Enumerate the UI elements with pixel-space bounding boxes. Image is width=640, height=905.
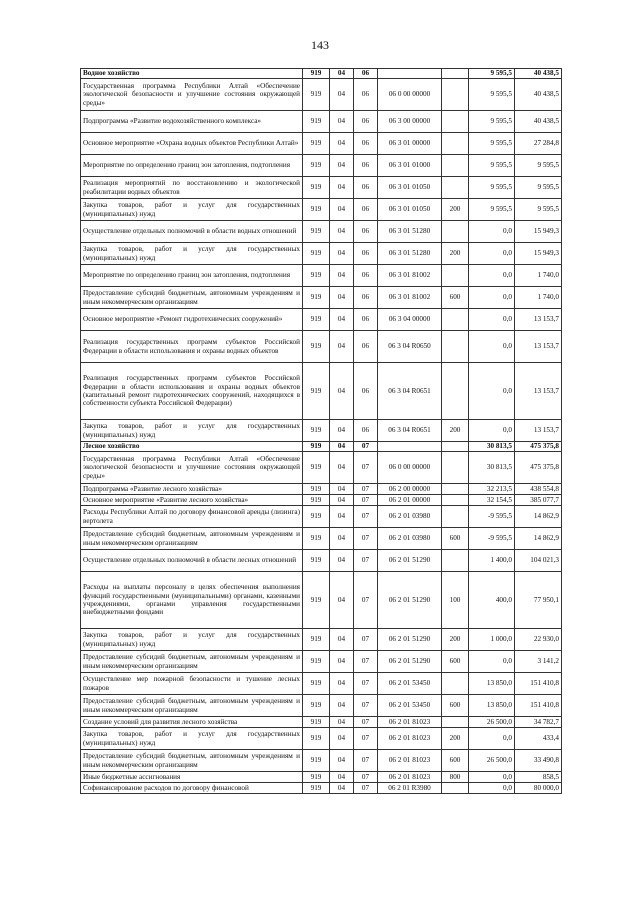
row-subsection: 07 [354,673,378,695]
row-section: 04 [330,484,354,495]
row-section: 04 [330,651,354,673]
table-row [81,111,562,133]
row-expense-type [442,673,469,695]
row-target-article: 06 2 01 53450 [378,695,442,717]
row-amount-change: 32 213,5 [469,484,515,495]
row-subsection: 07 [354,717,378,728]
row-section: 04 [330,155,354,177]
table-row [81,265,562,287]
row-subsection: 07 [354,495,378,506]
row-name: Закупка товаров, работ и услуг для государственных (муниципальных) нужд [81,728,303,750]
row-section: 04 [330,750,354,772]
row-section: 04 [330,199,354,221]
row-expense-type: 200 [442,420,469,442]
table-row [81,572,562,629]
row-section: 04 [330,629,354,651]
row-name: Реализация мероприятий по восстановлению и экологической реабилитации водных объектов [81,177,303,199]
row-amount-total: 9 595,5 [515,199,562,221]
row-subsection: 07 [354,728,378,750]
row-grbs: 919 [303,287,330,309]
table-row [81,79,562,111]
row-amount-change: 1 000,0 [469,629,515,651]
row-subsection: 07 [354,442,378,452]
row-subsection: 06 [354,69,378,79]
row-subsection: 06 [354,133,378,155]
row-target-article: 06 2 00 00000 [378,484,442,495]
row-grbs: 919 [303,111,330,133]
row-target-article: 06 2 01 51290 [378,550,442,572]
row-expense-type: 200 [442,728,469,750]
table-row [81,452,562,484]
table-row [81,69,562,79]
row-name: Осуществление мер пожарной безопасности и тушение лесных пожаров [81,673,303,695]
row-amount-total: 14 862,9 [515,528,562,550]
row-target-article: 06 2 01 03980 [378,506,442,528]
row-grbs: 919 [303,363,330,420]
row-amount-change: 0,0 [469,728,515,750]
row-expense-type: 600 [442,287,469,309]
row-grbs: 919 [303,673,330,695]
row-subsection: 06 [354,331,378,363]
row-name: Водное хозяйство [81,69,303,79]
row-name: Предоставление субсидий бюджетным, автономным учреждениям и иным некоммерческим организациям [81,287,303,309]
row-target-article [378,442,442,452]
row-subsection: 07 [354,772,378,783]
row-subsection: 06 [354,420,378,442]
row-expense-type [442,177,469,199]
row-grbs: 919 [303,550,330,572]
table-row [81,287,562,309]
row-target-article: 06 2 01 81023 [378,717,442,728]
row-target-article: 06 3 01 51280 [378,243,442,265]
row-subsection: 06 [354,177,378,199]
row-amount-total: 438 554,8 [515,484,562,495]
row-amount-total: 475 375,8 [515,452,562,484]
row-subsection: 06 [354,363,378,420]
row-expense-type: 600 [442,651,469,673]
table-row [81,673,562,695]
row-grbs: 919 [303,69,330,79]
row-amount-change: 9 595,5 [469,199,515,221]
row-amount-total: 40 438,5 [515,79,562,111]
table-row [81,506,562,528]
row-section: 04 [330,69,354,79]
row-name: Государственная программа Республики Алтай «Обеспечение экологической безопасности и улучшение состояния окружающей среды» [81,452,303,484]
row-section: 04 [330,506,354,528]
row-amount-total: 27 284,8 [515,133,562,155]
row-subsection: 07 [354,651,378,673]
row-target-article: 06 3 04 R0650 [378,331,442,363]
row-expense-type [442,484,469,495]
row-grbs: 919 [303,506,330,528]
row-subsection: 07 [354,783,378,794]
row-amount-total: 14 862,9 [515,506,562,528]
row-grbs: 919 [303,629,330,651]
row-grbs: 919 [303,243,330,265]
row-section: 04 [330,420,354,442]
row-expense-type: 100 [442,572,469,629]
row-amount-total: 13 153,7 [515,363,562,420]
row-expense-type [442,133,469,155]
row-amount-change: 0,0 [469,331,515,363]
row-amount-change: 0,0 [469,221,515,243]
row-name: Основное мероприятие «Ремонт гидротехнических сооружений» [81,309,303,331]
row-amount-total: 151 410,8 [515,695,562,717]
row-grbs: 919 [303,199,330,221]
row-grbs: 919 [303,717,330,728]
table-row [81,420,562,442]
row-amount-total: 22 930,0 [515,629,562,651]
row-grbs: 919 [303,221,330,243]
row-name: Осуществление отдельных полномочий в области водных отношений [81,221,303,243]
row-target-article: 06 3 01 01000 [378,155,442,177]
row-grbs: 919 [303,331,330,363]
row-subsection: 07 [354,506,378,528]
row-grbs: 919 [303,133,330,155]
row-subsection: 07 [354,572,378,629]
row-subsection: 06 [354,309,378,331]
row-name: Подпрограмма «Развитие лесного хозяйства» [81,484,303,495]
row-subsection: 07 [354,550,378,572]
row-name: Расходы Республики Алтай по договору финансовой аренды (лизинга) вертолета [81,506,303,528]
row-expense-type: 600 [442,528,469,550]
row-grbs: 919 [303,452,330,484]
row-grbs: 919 [303,265,330,287]
row-section: 04 [330,221,354,243]
row-expense-type [442,363,469,420]
row-name: Предоставление субсидий бюджетным, автономным учреждениям и иным некоммерческим организациям [81,750,303,772]
row-name: Закупка товаров, работ и услуг для государственных (муниципальных) нужд [81,199,303,221]
row-target-article: 06 2 01 81023 [378,772,442,783]
row-amount-change: 30 813,5 [469,452,515,484]
row-subsection: 07 [354,528,378,550]
row-amount-change: 0,0 [469,265,515,287]
row-section: 04 [330,528,354,550]
row-expense-type [442,331,469,363]
row-target-article [378,69,442,79]
row-expense-type [442,265,469,287]
row-expense-type [442,717,469,728]
row-grbs: 919 [303,155,330,177]
row-section: 04 [330,177,354,199]
row-amount-total: 1 740,0 [515,287,562,309]
row-target-article: 06 2 01 51290 [378,651,442,673]
row-section: 04 [330,309,354,331]
table-row [81,331,562,363]
row-section: 04 [330,265,354,287]
row-section: 04 [330,728,354,750]
row-amount-total: 15 949,3 [515,243,562,265]
table-row [81,133,562,155]
row-expense-type: 600 [442,750,469,772]
row-target-article: 06 3 01 00000 [378,133,442,155]
table-row [81,221,562,243]
row-grbs: 919 [303,309,330,331]
row-grbs: 919 [303,750,330,772]
row-target-article: 06 3 01 51280 [378,221,442,243]
row-grbs: 919 [303,420,330,442]
row-target-article: 06 2 01 53450 [378,673,442,695]
row-name: Софинансирование расходов по договору финансовой [81,783,303,794]
row-target-article: 06 2 01 51290 [378,572,442,629]
row-section: 04 [330,111,354,133]
row-expense-type [442,452,469,484]
row-grbs: 919 [303,651,330,673]
row-name: Основное мероприятие «Охрана водных объектов Республики Алтай» [81,133,303,155]
row-expense-type [442,79,469,111]
row-amount-change: 13 850,0 [469,695,515,717]
row-section: 04 [330,495,354,506]
table-row [81,629,562,651]
row-section: 04 [330,695,354,717]
row-grbs: 919 [303,177,330,199]
row-target-article: 06 3 01 01050 [378,199,442,221]
row-amount-total: 475 375,8 [515,442,562,452]
row-subsection: 06 [354,287,378,309]
row-section: 04 [330,717,354,728]
table-row [81,199,562,221]
row-target-article: 06 2 01 03980 [378,528,442,550]
row-expense-type [442,221,469,243]
row-grbs: 919 [303,79,330,111]
row-section: 04 [330,243,354,265]
page-number: 143 [311,38,329,52]
row-amount-change: 26 500,0 [469,717,515,728]
row-amount-total: 1 740,0 [515,265,562,287]
row-name: Предоставление субсидий бюджетным, автономным учреждениям и иным некоммерческим организациям [81,651,303,673]
row-target-article: 06 2 01 81023 [378,750,442,772]
table-row [81,442,562,452]
row-amount-total: 13 153,7 [515,309,562,331]
table-body [81,69,562,794]
row-subsection: 07 [354,695,378,717]
row-amount-total: 858,5 [515,772,562,783]
table-row [81,177,562,199]
row-name: Мероприятие по определению границ зон затопления, подтопления [81,155,303,177]
row-amount-total: 40 438,5 [515,69,562,79]
row-amount-change: 30 813,5 [469,442,515,452]
row-name: Создание условий для развития лесного хозяйства [81,717,303,728]
row-amount-change: 1 400,0 [469,550,515,572]
row-amount-change: 0,0 [469,363,515,420]
row-target-article: 06 3 01 81002 [378,287,442,309]
row-section: 04 [330,452,354,484]
row-name: Реализация государственных программ субъектов Российской Федерации в области использования и охраны водных объектов [81,331,303,363]
row-expense-type [442,309,469,331]
row-amount-change: 0,0 [469,772,515,783]
row-grbs: 919 [303,783,330,794]
row-subsection: 07 [354,452,378,484]
row-grbs: 919 [303,728,330,750]
row-amount-change: 0,0 [469,243,515,265]
row-section: 04 [330,772,354,783]
row-amount-total: 40 438,5 [515,111,562,133]
table-row [81,495,562,506]
row-grbs: 919 [303,772,330,783]
row-expense-type [442,550,469,572]
row-amount-total: 13 153,7 [515,420,562,442]
row-amount-change: 0,0 [469,309,515,331]
row-amount-change: 9 595,5 [469,155,515,177]
row-expense-type: 200 [442,629,469,651]
row-subsection: 06 [354,265,378,287]
row-target-article: 06 3 04 R0651 [378,363,442,420]
row-name: Лесное хозяйство [81,442,303,452]
table-row [81,309,562,331]
row-amount-change: 26 500,0 [469,750,515,772]
budget-table [80,68,562,794]
row-target-article: 06 3 04 00000 [378,309,442,331]
row-section: 04 [330,363,354,420]
row-amount-total: 151 410,8 [515,673,562,695]
row-amount-change: 0,0 [469,420,515,442]
row-amount-total: 104 021,3 [515,550,562,572]
row-name: Государственная программа Республики Алтай «Обеспечение экологической безопасности и улучшение состояния окружающей среды» [81,79,303,111]
row-target-article: 06 3 04 R0651 [378,420,442,442]
table-row [81,243,562,265]
row-subsection: 06 [354,79,378,111]
row-amount-total: 9 595,5 [515,155,562,177]
table-row [81,783,562,794]
row-name: Иные бюджетные ассигнования [81,772,303,783]
row-amount-change: 32 154,5 [469,495,515,506]
table-row [81,717,562,728]
table-row [81,695,562,717]
row-expense-type [442,111,469,133]
row-amount-total: 77 950,1 [515,572,562,629]
row-amount-total: 34 782,7 [515,717,562,728]
row-section: 04 [330,673,354,695]
row-section: 04 [330,287,354,309]
row-subsection: 06 [354,111,378,133]
row-subsection: 06 [354,199,378,221]
row-subsection: 06 [354,243,378,265]
row-amount-change: -9 595,5 [469,506,515,528]
row-target-article: 06 3 01 81002 [378,265,442,287]
row-amount-change: 9 595,5 [469,177,515,199]
row-amount-total: 80 000,0 [515,783,562,794]
row-amount-total: 3 141,2 [515,651,562,673]
row-name: Закупка товаров, работ и услуг для государственных (муниципальных) нужд [81,629,303,651]
table-row [81,484,562,495]
row-expense-type: 200 [442,243,469,265]
row-subsection: 07 [354,750,378,772]
row-subsection: 07 [354,484,378,495]
row-section: 04 [330,550,354,572]
table-row [81,750,562,772]
row-expense-type [442,442,469,452]
row-amount-total: 15 949,3 [515,221,562,243]
row-grbs: 919 [303,695,330,717]
row-amount-total: 9 595,5 [515,177,562,199]
row-amount-change: 9 595,5 [469,111,515,133]
table-row [81,155,562,177]
row-amount-change: 9 595,5 [469,69,515,79]
row-expense-type [442,506,469,528]
table-row [81,550,562,572]
row-name: Расходы на выплаты персоналу в целях обеспечения выполнения функций государственными (муниципальными) органами, казенными учреждениями, органами управления государственными внебюджетными фондами [81,572,303,629]
row-amount-total: 433,4 [515,728,562,750]
row-grbs: 919 [303,484,330,495]
row-target-article: 06 2 01 51290 [378,629,442,651]
row-amount-total: 13 153,7 [515,331,562,363]
row-target-article: 06 3 00 00000 [378,111,442,133]
row-section: 04 [330,442,354,452]
row-amount-change: 9 595,5 [469,133,515,155]
row-target-article: 06 2 01 81023 [378,728,442,750]
row-amount-change: 0,0 [469,651,515,673]
row-grbs: 919 [303,442,330,452]
row-grbs: 919 [303,572,330,629]
row-amount-change: 0,0 [469,287,515,309]
row-name: Осуществление отдельных полномочий в области лесных отношений [81,550,303,572]
row-expense-type [442,69,469,79]
table-row [81,772,562,783]
row-section: 04 [330,783,354,794]
row-name: Предоставление субсидий бюджетным, автономным учреждениям и иным некоммерческим организациям [81,695,303,717]
row-subsection: 06 [354,221,378,243]
row-target-article: 06 2 01 R3980 [378,783,442,794]
row-amount-change: 9 595,5 [469,79,515,111]
row-grbs: 919 [303,495,330,506]
row-target-article: 06 0 00 00000 [378,452,442,484]
row-expense-type [442,783,469,794]
row-name: Мероприятие по определению границ зон затопления, подтопления [81,265,303,287]
table-row [81,651,562,673]
row-section: 04 [330,79,354,111]
row-amount-change: 0,0 [469,783,515,794]
row-subsection: 07 [354,629,378,651]
row-amount-change: -9 595,5 [469,528,515,550]
row-section: 04 [330,133,354,155]
row-expense-type: 800 [442,772,469,783]
row-amount-change: 400,0 [469,572,515,629]
row-name: Основное мероприятие «Развитие лесного хозяйства» [81,495,303,506]
row-amount-total: 385 077,7 [515,495,562,506]
row-section: 04 [330,572,354,629]
row-target-article: 06 0 00 00000 [378,79,442,111]
row-name: Реализация государственных программ субъектов Российской Федерации в области использования и охраны водных объектов (капитальный ремонт гидротехнических сооружений, находящихся в собственности субъекта Российской Федерации) [81,363,303,420]
row-target-article: 06 2 01 00000 [378,495,442,506]
row-expense-type: 200 [442,199,469,221]
row-expense-type [442,155,469,177]
table-row [81,363,562,420]
row-target-article: 06 3 01 01050 [378,177,442,199]
row-expense-type [442,495,469,506]
table-row [81,528,562,550]
row-section: 04 [330,331,354,363]
row-name: Закупка товаров, работ и услуг для государственных (муниципальных) нужд [81,243,303,265]
row-grbs: 919 [303,528,330,550]
row-name: Закупка товаров, работ и услуг для государственных (муниципальных) нужд [81,420,303,442]
row-name: Предоставление субсидий бюджетным, автономным учреждениям и иным некоммерческим организациям [81,528,303,550]
row-subsection: 06 [354,155,378,177]
row-name: Подпрограмма «Развитие водохозяйственного комплекса» [81,111,303,133]
table-row [81,728,562,750]
row-expense-type: 600 [442,695,469,717]
row-amount-change: 13 850,0 [469,673,515,695]
row-amount-total: 33 490,8 [515,750,562,772]
